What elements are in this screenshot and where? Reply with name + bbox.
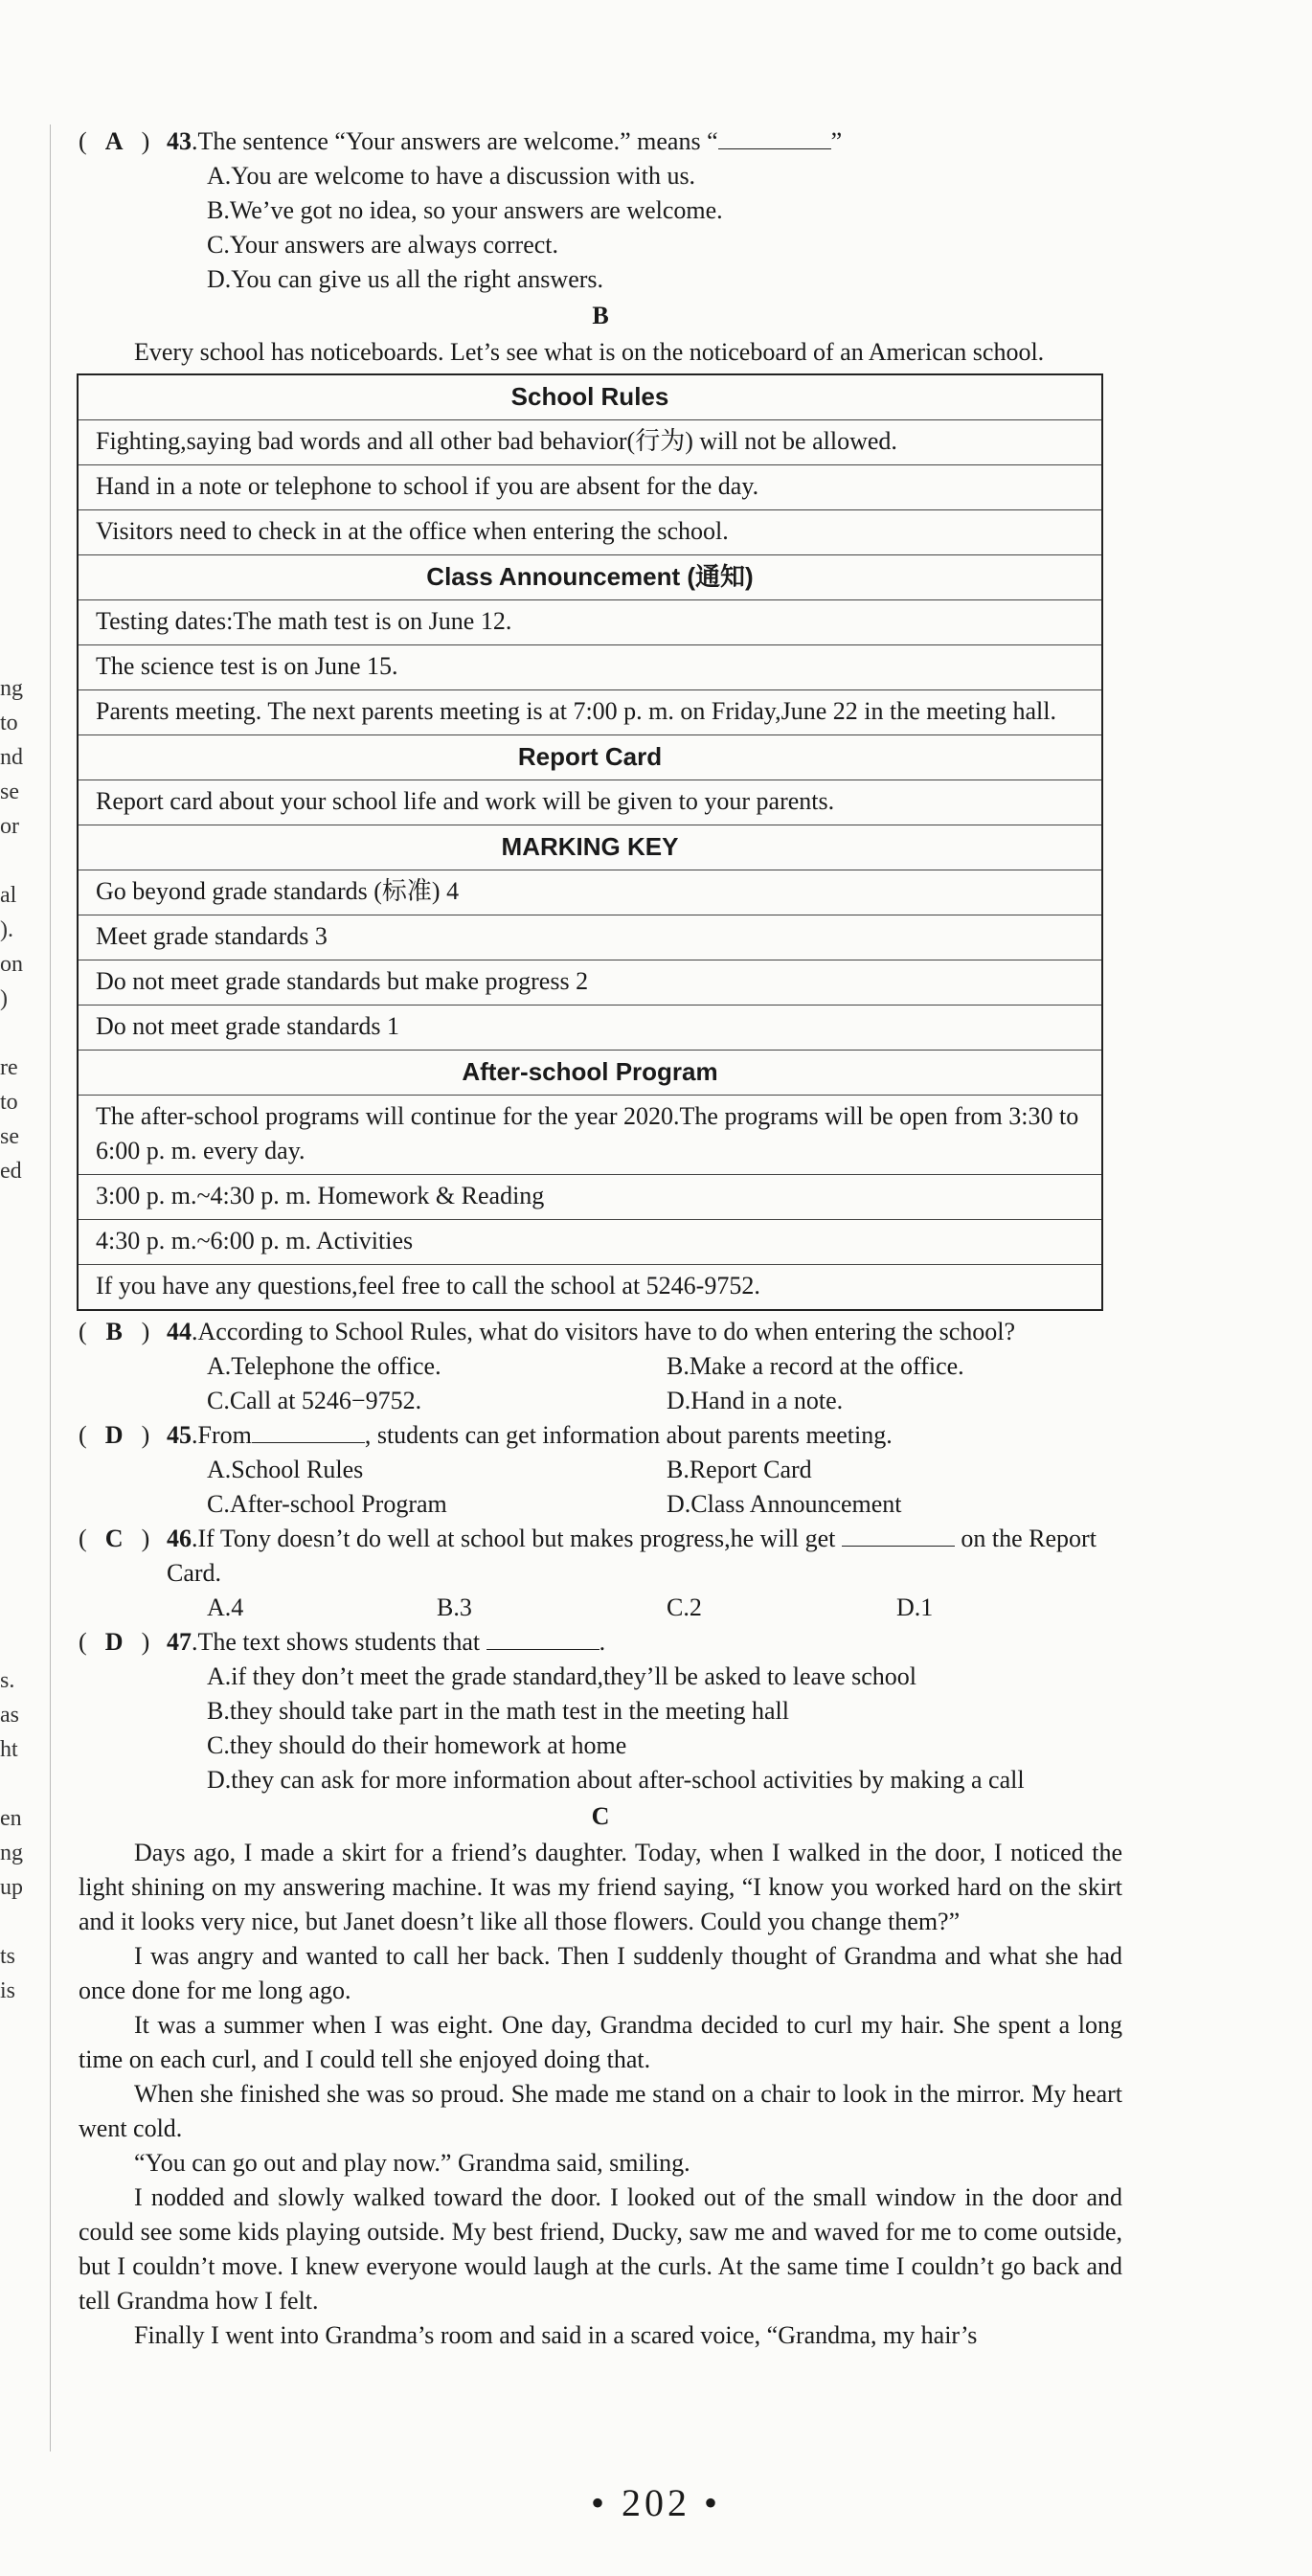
page-number: • 202 • bbox=[590, 2481, 722, 2524]
option: B.3 bbox=[437, 1593, 472, 1621]
table-row: If you have any questions,feel free to call the school at 5246-9752. bbox=[78, 1265, 1102, 1311]
options-43 bbox=[79, 159, 1122, 297]
margin-fragment: to bbox=[0, 711, 18, 735]
passage-paragraph: When she finished she was so proud. She made me stand on a chair to look in the mirror. My heart went cold. bbox=[79, 2080, 1122, 2142]
option: B.We’ve got no idea, so your answers are welcome. bbox=[207, 196, 723, 224]
answer-blank bbox=[486, 1626, 599, 1650]
answer-44: B bbox=[105, 1318, 123, 1345]
class-announcement-heading: Class Announcement (通知) bbox=[78, 555, 1102, 600]
section-c-title: C bbox=[591, 1802, 610, 1830]
marking-key-heading: MARKING KEY bbox=[78, 825, 1102, 870]
margin-fragment: en bbox=[0, 1806, 22, 1831]
option: C.2 bbox=[667, 1593, 702, 1621]
margin-fragment: to bbox=[0, 1090, 18, 1115]
page-number-value: 202 bbox=[622, 2481, 690, 2524]
question-44: ( B ) 44.According to School Rules, what do visitors have to do when entering the school? bbox=[79, 1315, 1122, 1349]
option: D.they can ask for more information about after-school activities by making a call bbox=[207, 1766, 1025, 1794]
margin-fragment: on bbox=[0, 952, 23, 977]
passage-paragraph: Days ago, I made a skirt for a friend’s daughter. Today, when I walked in the door, I noticed the light shining on my answering machine. It was my friend saying, “I know you worked hard on the skirt and it looks very nice, but Janet doesn’t like all those flowers. Could you change them?” bbox=[79, 1839, 1122, 1935]
margin-fragment: ) bbox=[0, 986, 8, 1011]
question-43: ( A ) 43.The sentence “Your answers are welcome.” means “ ” bbox=[79, 124, 1122, 159]
margin-fragment: al bbox=[0, 883, 17, 908]
margin-fragment: ts bbox=[0, 1944, 16, 1969]
margin-fragment: ht bbox=[0, 1737, 18, 1762]
question-stem: The text shows students that bbox=[197, 1628, 481, 1656]
options-45 bbox=[79, 1453, 1122, 1522]
option: A.You are welcome to have a discussion with us. bbox=[207, 162, 696, 190]
noticeboard-table bbox=[77, 373, 1103, 1311]
table-row: Do not meet grade standards 1 bbox=[78, 1006, 1102, 1051]
question-stem-end: ” bbox=[830, 127, 843, 155]
table-row: The science test is on June 15. bbox=[78, 645, 1102, 690]
option: C.After-school Program bbox=[207, 1490, 447, 1518]
question-number: 43 bbox=[167, 127, 192, 155]
question-number: 46 bbox=[167, 1525, 192, 1552]
answer-blank bbox=[252, 1419, 365, 1443]
option: C.Call at 5246−9752. bbox=[207, 1387, 422, 1414]
margin-fragment: is bbox=[0, 1978, 16, 2003]
option: A.School Rules bbox=[207, 1456, 364, 1483]
report-card-heading: Report Card bbox=[78, 735, 1102, 780]
table-row: 3:00 p. m.~4:30 p. m. Homework & Reading bbox=[78, 1175, 1102, 1220]
option: D.Class Announcement bbox=[667, 1490, 902, 1518]
question-stem: The sentence “Your answers are welcome.” means “ bbox=[197, 127, 718, 155]
table-row: Report card about your school life and work will be given to your parents. bbox=[78, 780, 1102, 825]
margin-fragment: ng bbox=[0, 676, 23, 701]
margin-fragment: nd bbox=[0, 745, 23, 770]
question-46: ( C ) 46.If Tony doesn’t do well at school but makes progress,he will get on the Report Card. bbox=[79, 1522, 1122, 1591]
table-row: The after-school programs will continue for the year 2020.The programs will be open from 3:30 to 6:00 p. m. every day. bbox=[78, 1096, 1102, 1175]
passage-paragraph: I was angry and wanted to call her back. Then I suddenly thought of Grandma and what she had once done for me long ago. bbox=[79, 1942, 1122, 2004]
table-row: Visitors need to check in at the office when entering the school. bbox=[78, 510, 1102, 555]
answer-43: A bbox=[104, 127, 124, 155]
worksheet-page bbox=[79, 124, 1122, 2353]
passage-paragraph: Finally I went into Grandma’s room and said in a scared voice, “Grandma, my hair’s bbox=[134, 2321, 978, 2349]
option: C.they should do their homework at home bbox=[207, 1731, 627, 1759]
answer-47: D bbox=[104, 1628, 124, 1656]
options-46 bbox=[79, 1591, 1122, 1625]
question-stem-end: . bbox=[599, 1628, 606, 1656]
option: C.Your answers are always correct. bbox=[207, 231, 559, 259]
table-row: Testing dates:The math test is on June 12. bbox=[78, 600, 1102, 645]
margin-fragment: or bbox=[0, 814, 19, 839]
school-rules-heading: School Rules bbox=[78, 374, 1102, 420]
table-row: Do not meet grade standards but make progress 2 bbox=[78, 960, 1102, 1006]
option: A.4 bbox=[207, 1593, 244, 1621]
passage-paragraph: I nodded and slowly walked toward the door. I looked out of the small window in the door and could see some kids playing outside. My best friend, Ducky, saw me and waved for me to come outside, but I couldn’t move. I knew everyone would laugh at the curls. At the same time I couldn’t go back and tell Grandma how I felt. bbox=[79, 2183, 1122, 2315]
margin-fragment: ng bbox=[0, 1841, 23, 1865]
margin-fragment: se bbox=[0, 780, 19, 804]
table-row: Parents meeting. The next parents meeting is at 7:00 p. m. on Friday,June 22 in the meeting hall. bbox=[78, 690, 1102, 735]
section-b-title: B bbox=[592, 302, 609, 329]
question-stem-end: on the Report Card. bbox=[167, 1525, 1097, 1587]
question-stem: If Tony doesn’t do well at school but makes progress,he will get bbox=[197, 1525, 836, 1552]
answer-45: D bbox=[104, 1421, 124, 1449]
question-number: 44 bbox=[167, 1318, 192, 1345]
after-school-program-heading: After-school Program bbox=[78, 1051, 1102, 1096]
option: A.if they don’t meet the grade standard,they’ll be asked to leave school bbox=[207, 1662, 916, 1690]
table-row: Meet grade standards 3 bbox=[78, 915, 1102, 960]
margin-fragment: as bbox=[0, 1703, 19, 1728]
question-number: 45 bbox=[167, 1421, 192, 1449]
option: B.Make a record at the office. bbox=[667, 1352, 964, 1380]
table-row: 4:30 p. m.~6:00 p. m. Activities bbox=[78, 1220, 1102, 1265]
margin-fragment: se bbox=[0, 1124, 19, 1149]
margin-fragment: up bbox=[0, 1875, 23, 1900]
answer-46: C bbox=[104, 1525, 124, 1552]
option: A.Telephone the office. bbox=[207, 1352, 441, 1380]
answer-blank bbox=[718, 125, 831, 149]
options-44 bbox=[79, 1349, 1122, 1418]
answer-blank bbox=[842, 1523, 955, 1547]
table-row: Hand in a note or telephone to school if you are absent for the day. bbox=[78, 465, 1102, 510]
options-47 bbox=[79, 1660, 1122, 1797]
option: D.You can give us all the right answers. bbox=[207, 265, 604, 293]
question-45: ( D ) 45.From , students can get information about parents meeting. bbox=[79, 1418, 1122, 1453]
question-stem-end: , students can get information about parents meeting. bbox=[364, 1421, 893, 1449]
passage-paragraph: It was a summer when I was eight. One day, Grandma decided to curl my hair. She spent a long time on each curl, and I could tell she enjoyed doing that. bbox=[79, 2011, 1122, 2073]
question-47: ( D ) 47.The text shows students that . bbox=[79, 1625, 1122, 1660]
question-stem: According to School Rules, what do visitors have to do when entering the school? bbox=[197, 1318, 1016, 1345]
margin-fragment: s. bbox=[0, 1668, 15, 1693]
table-row: Fighting,saying bad words and all other bad behavior(行为) will not be allowed. bbox=[78, 420, 1102, 465]
option: B.they should take part in the math test in the meeting hall bbox=[207, 1697, 789, 1725]
option: B.Report Card bbox=[667, 1456, 812, 1483]
passage-paragraph: “You can go out and play now.” Grandma said, smiling. bbox=[134, 2149, 690, 2177]
option: D.1 bbox=[896, 1593, 934, 1621]
option: D.Hand in a note. bbox=[667, 1387, 844, 1414]
question-number: 47 bbox=[167, 1628, 192, 1656]
section-b-intro: Every school has noticeboards. Let’s see what is on the noticeboard of an American school. bbox=[134, 338, 1045, 366]
question-stem: From bbox=[197, 1421, 252, 1449]
table-row: Go beyond grade standards (标准) 4 bbox=[78, 870, 1102, 915]
margin-fragment: ). bbox=[0, 917, 13, 942]
margin-fragment: ed bbox=[0, 1159, 22, 1184]
margin-line bbox=[50, 124, 51, 2452]
margin-fragment: re bbox=[0, 1055, 18, 1080]
